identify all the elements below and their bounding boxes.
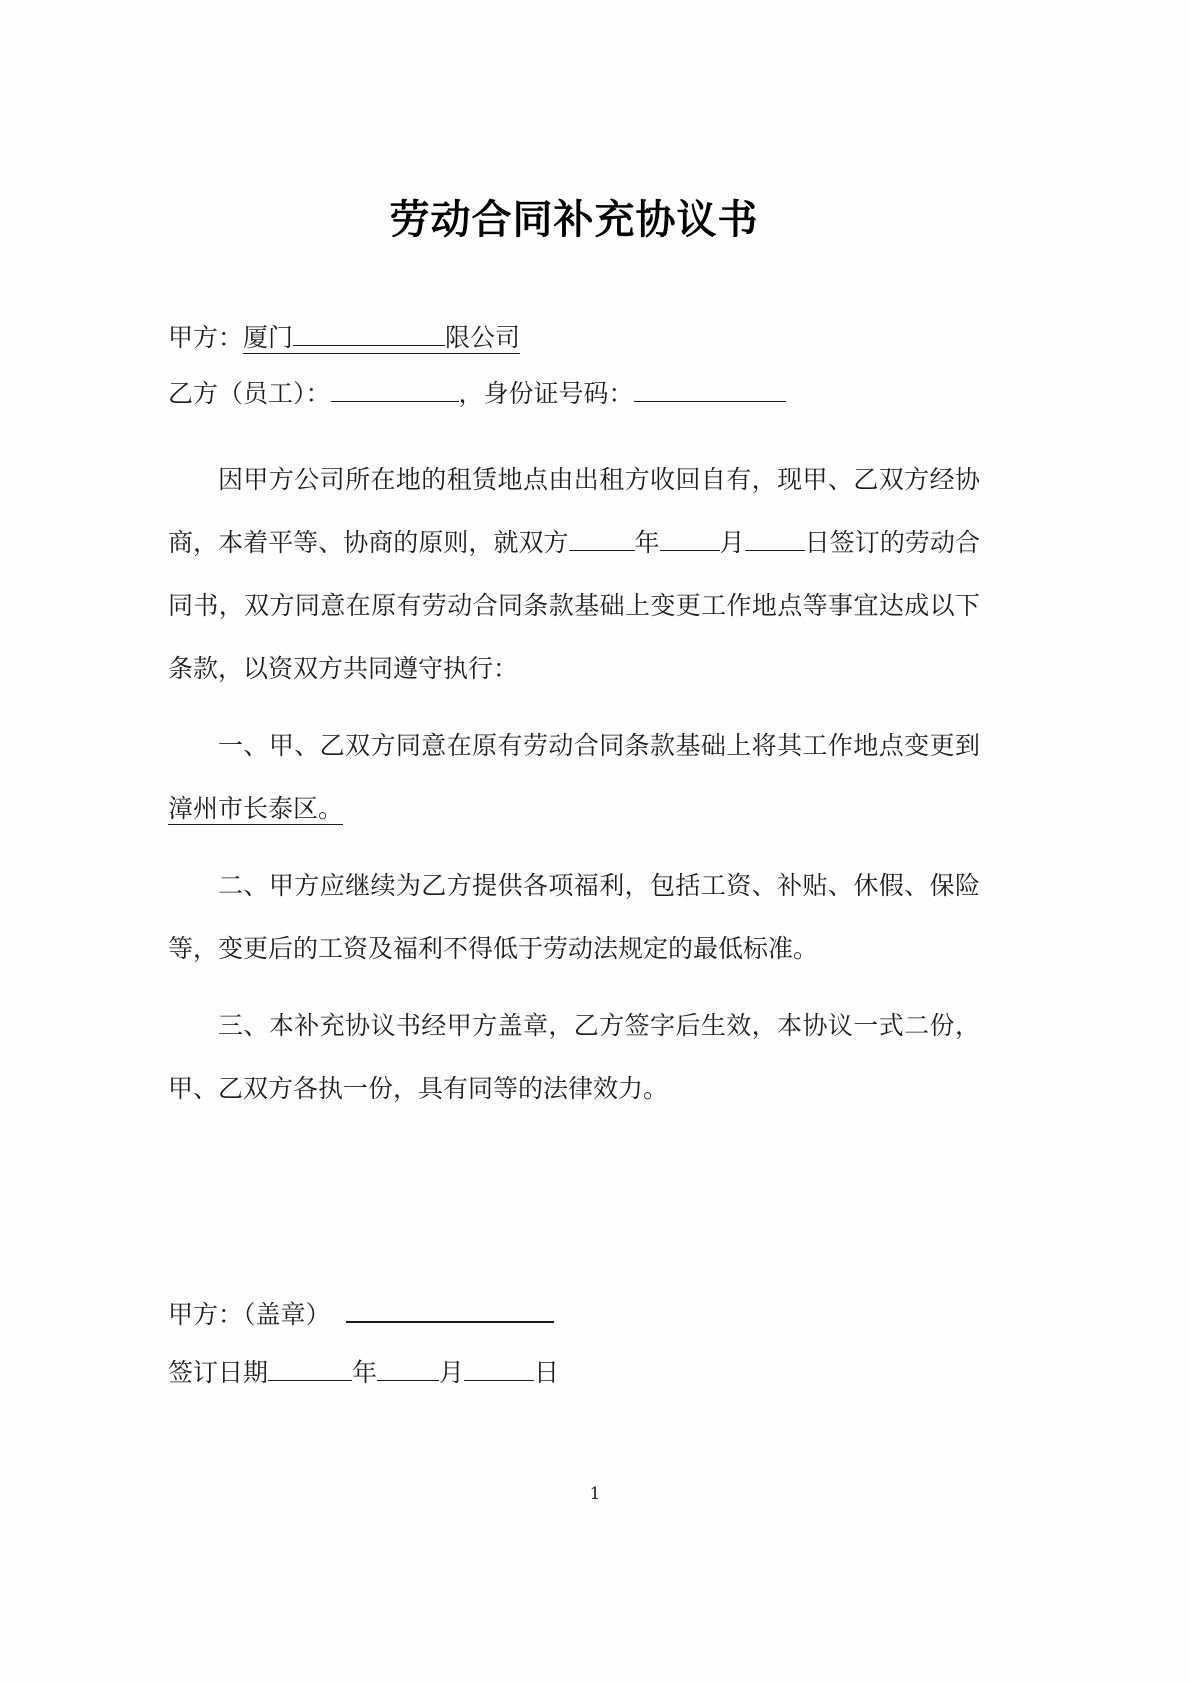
party-b-label: 乙方（员工）：	[168, 379, 331, 408]
signature-day-blank[interactable]	[464, 1354, 534, 1381]
contract-year-blank[interactable]	[569, 524, 635, 551]
clause-3-number: 三、	[218, 1011, 269, 1040]
document-body	[168, 0, 980, 1402]
signature-date-line	[168, 1344, 980, 1402]
clause-1-location[interactable]: 漳州市长泰区。	[168, 794, 344, 823]
signature-month-unit: 月	[439, 1358, 465, 1387]
clause-1-text: 甲、乙双方同意在原有劳动合同条款基础上将其工作地点变更到	[268, 731, 980, 760]
signature-party-a-label: 甲方：	[168, 1300, 244, 1329]
clause-3-text: 本补充协议书经甲方盖章，乙方签字后生效，本协议一式二份，甲、乙双方各执一份，具有同等的法律效力。	[168, 1011, 980, 1103]
contract-month-blank[interactable]	[660, 524, 720, 551]
party-b-id-label: 身份证号码：	[483, 379, 634, 408]
party-a-label: 甲方：	[168, 323, 244, 352]
clause-2-text: 甲方应继续为乙方提供各项福利，包括工资、补贴、休假、保险等，变更后的工资及福利不得低于劳动法规定的最低标准。	[168, 871, 980, 963]
party-b-name-blank[interactable]	[331, 375, 459, 402]
preamble-year-unit: 年	[634, 528, 660, 557]
party-b-line	[168, 366, 980, 422]
preamble-paragraph	[168, 448, 980, 700]
page-number: 1	[589, 1484, 601, 1504]
signature-year-blank[interactable]	[268, 1354, 352, 1381]
signature-block	[168, 1286, 980, 1402]
signature-year-unit: 年	[352, 1358, 378, 1387]
contract-day-blank[interactable]	[745, 524, 805, 551]
party-b-separator: ，	[458, 379, 484, 408]
clause-3	[168, 994, 980, 1120]
agreement-body	[168, 448, 980, 1120]
party-fields	[168, 310, 980, 422]
signature-month-blank[interactable]	[377, 1354, 439, 1381]
party-a-suffix: 限公司	[445, 323, 521, 352]
signature-seal-label: （盖章）	[243, 1300, 331, 1329]
preamble-month-unit: 月	[719, 528, 745, 557]
party-a-line	[168, 310, 980, 366]
clause-2	[168, 854, 980, 980]
preamble-segment-1: 因甲方公司所在地的租赁地点由出租方收回自有，现甲、乙双方经协商，本着平等、协商的原则，就双方	[168, 465, 980, 557]
clause-1-number: 一、	[218, 731, 269, 760]
signature-day-unit: 日	[534, 1358, 560, 1387]
party-a-name-field[interactable]	[243, 323, 520, 354]
party-b-id-blank[interactable]	[634, 375, 786, 402]
preamble-day-unit: 日	[804, 528, 830, 557]
signature-party-a-line	[168, 1286, 980, 1344]
page-title: 劳动合同补充协议书	[389, 197, 759, 243]
clause-1	[168, 714, 980, 840]
preamble-segment-2: 签订的劳动合同书，双方同意在原有劳动合同条款基础上变更工作地点等事宜达成以下条款，以资双方共同遵守执行：	[168, 528, 980, 683]
party-a-prefix: 厦门	[243, 323, 294, 352]
signature-seal-blank[interactable]	[346, 1295, 554, 1323]
signature-date-label: 签订日期	[168, 1358, 269, 1387]
clause-2-number: 二、	[218, 871, 269, 900]
party-a-name-blank[interactable]	[293, 319, 445, 346]
